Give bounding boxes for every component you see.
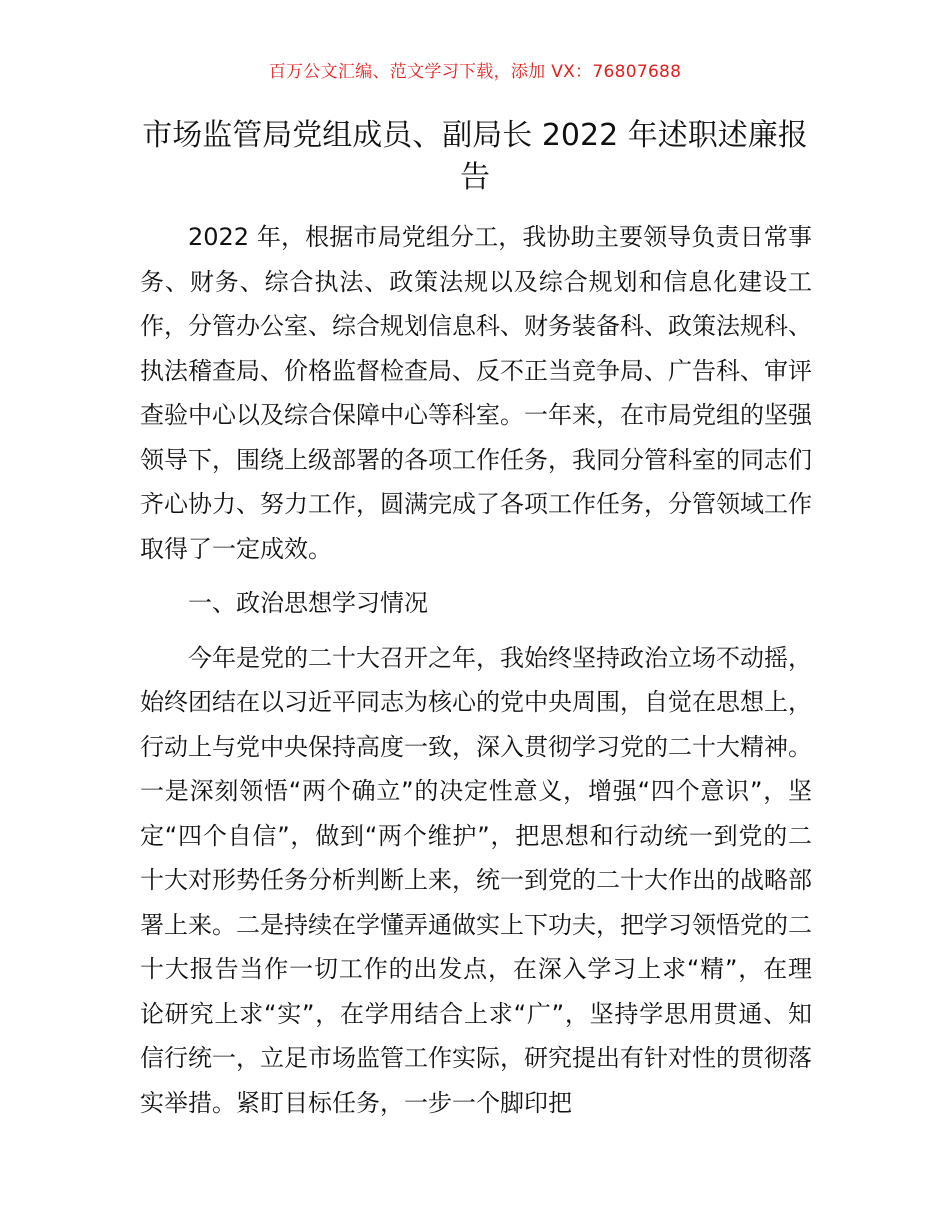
document-title: 市场监管局党组成员、副局长 2022 年述职述廉报告: [142, 118, 808, 195]
intro-paragraph: 2022 年，根据市局党组分工，我协助主要领导负责日常事务、财务、综合执法、政策法规以及综合规划和信息化建设工作，分管办公室、综合规划信息科、财务装备科、政策法规科、执法稽查局、价格监督检查局、反不正当竞争局、广告科、审评查验中心以及综合保障中心等科室。一年来，在市局党组的坚强领导下，围绕上级部署的各项工作任务，我同分管科室的同志们齐心协力、努力工作，圆满完成了各项工作任务，分管领域工作取得了一定成效。: [140, 223, 812, 563]
section-heading: 一、政治思想学习情况: [188, 589, 428, 617]
header-watermark-note: 百万公文汇编、范文学习下载，添加 VX：76807688: [268, 62, 682, 82]
body-paragraph: 今年是党的二十大召开之年，我始终坚持政治立场不动摇，始终团结在以习近平同志为核心的党中央周围，自觉在思想上，行动上与党中央保持高度一致，深入贯彻学习党的二十大精神。一是深刻领悟“两个确立”的决定性意义，增强“四个意识”，坚定“四个自信”，做到“两个维护”，把思想和行动统一到党的二十大对形势任务分析判断上来，统一到党的二十大作出的战略部署上来。二是持续在学懂弄通做实上下功夫，把学习领悟党的二十大报告当作一切工作的出发点，在深入学习上求“精”，在理论研究上求“实”，在学用结合上求“广”，坚持学思用贯通、知信行统一，立足市场监管工作实际，研究提出有针对性的贯彻落实举措。紧盯目标任务，一步一个脚印把: [140, 643, 812, 1117]
document-body: [140, 215, 812, 1125]
